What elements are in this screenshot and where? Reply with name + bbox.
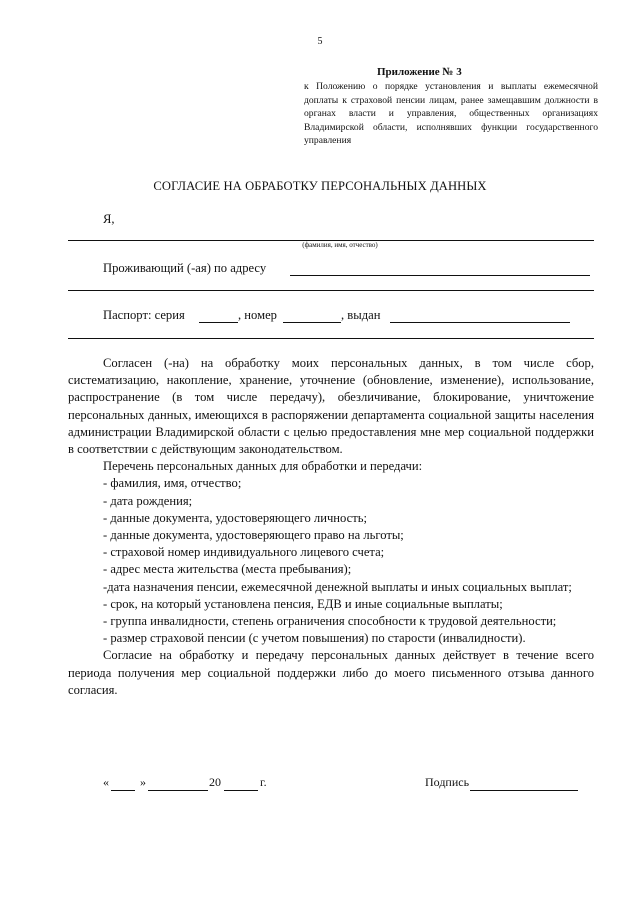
document-title: СОГЛАСИЕ НА ОБРАБОТКУ ПЕРСОНАЛЬНЫХ ДАННЫХ [153,179,487,193]
consent-body [68,355,594,699]
list-item: - группа инвалидности, степень ограничения способности к трудовой деятельности; [103,614,557,629]
page-number: 5 [317,36,323,47]
date-day-line[interactable] [111,790,135,791]
passport-series-line[interactable] [199,322,238,323]
signature-line[interactable] [470,790,578,791]
date-year-prefix: 20 [209,775,221,789]
date-open-quote: « [103,775,109,789]
i-label: Я, [103,212,115,226]
list-item: - страховой номер индивидуального лицевого счета; [103,545,385,560]
list-item: - фамилия, имя, отчество; [103,476,242,491]
passport-number-label: , номер [238,308,277,322]
address-line[interactable] [290,275,590,276]
list-item: - адрес места жительства (места пребывания); [103,562,352,577]
appendix-title: Приложение № 3 [377,66,462,78]
date-year-line[interactable] [224,790,258,791]
signature-label: Подпись [425,775,470,789]
validity-paragraph: Согласие на обработку и передачу персональных данных действует в течение всего периода получения мер социальной поддержки либо до моего письменного отзыва данного согласия. [68,648,594,697]
list-item: - срок, на который установлена пенсия, ЕДВ и иные социальные выплаты; [103,596,503,611]
consent-paragraph: Согласен (-на) на обработку моих персональных данных, в том числе сбор, систематизацию, накопление, хранение, уточнение (обновление, изменение), использование, распространение (в том числе передачу), обезличивание, блокирование, уничтожение персональных данных, имеющихся в распоряжении департамента социальной защиты населения администрации Владимирской области с целью предоставления мне мер социальной поддержки в соответствии с действующим законодательством. [68,356,594,457]
passport-number-line[interactable] [283,322,341,323]
list-item: - данные документа, удостоверяющего личность; [103,510,367,525]
date-month-line[interactable] [148,790,208,791]
list-item: -дата назначения пенсии, ежемесячной денежной выплаты и иных социальных выплат; [103,579,572,594]
passport-issued-line[interactable] [390,322,570,323]
list-item: - данные документа, удостоверяющего право на льготы; [103,528,404,543]
passport-series-label: Паспорт: серия [103,308,185,322]
passport-line-2[interactable] [68,338,594,339]
list-item: - дата рождения; [103,493,193,508]
date-close-quote: » [140,775,146,789]
date-year-suffix: г. [260,775,267,789]
appendix-text: к Положению о порядке установления и выплаты ежемесячной доплаты к страховой пенсии лицам, ранее замещавшим должности в органах власти и управления, общественных организациях Владимирской области, исполнявших функции государственного управления [304,81,598,146]
list-intro: Перечень персональных данных для обработки и передачи: [103,459,423,474]
list-item: - размер страховой пенсии (с учетом повышения) по старости (инвалидности). [103,631,526,646]
fio-caption: (фамилия, имя, отчество) [302,241,378,249]
address-line-2[interactable] [68,290,594,291]
address-label: Проживающий (-ая) по адресу [103,261,267,275]
passport-issued-label: , выдан [341,308,381,322]
